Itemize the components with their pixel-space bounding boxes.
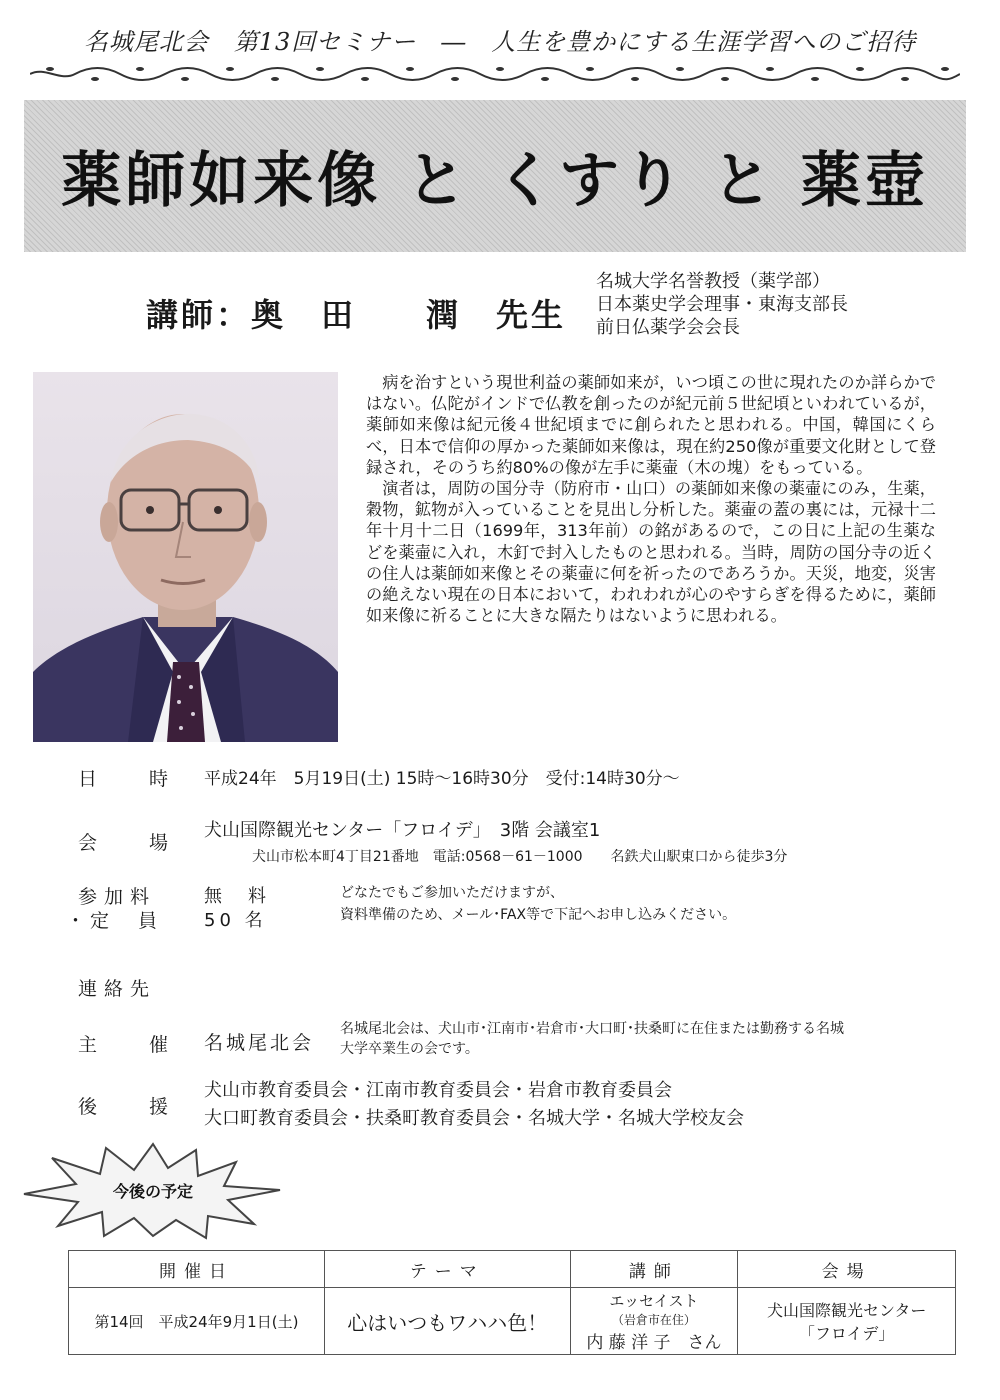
datetime-value: 平成24年 5月19日(土) 15時～16時30分 受付:14時30分～ [204,769,680,789]
lecturer-name: 講師：奥 田 潤 先生 [146,296,567,334]
organizer-note-line: 大学卒業生の会です。 [340,1041,479,1057]
cell-date: 第14回 平成24年9月1日(土) [69,1288,325,1355]
capacity-label: ・定 員 [66,910,163,932]
lecture-description [366,372,936,626]
column-header-theme: テーマ [324,1251,570,1288]
capacity-value: 50 名 [204,910,267,931]
portrait-illustration [33,372,338,742]
affiliation-line: 日本薬史学会理事・東海支部長 [596,294,848,315]
upcoming-badge [18,1140,288,1240]
fee-note-line: 資料準備のため、メール･FAX等で下記へお申し込みください。 [340,907,737,923]
datetime-label: 日 時 [78,768,170,790]
fee-note-line: どなたでもご参加いただけますが、 [340,885,564,901]
upcoming-schedule-table [68,1250,956,1355]
support-line: 大口町教育委員会・扶桑町教育委員会・名城大学・名城大学校友会 [204,1108,744,1129]
venue-address: 犬山市松本町4丁目21番地 電話:0568－61－1000 名鉄犬山駅東口から徒歩3分 [252,849,788,865]
column-header-date: 開催日 [69,1251,325,1288]
cell-theme: 心はいつもワハハ色！ [324,1288,570,1355]
vine-divider [30,62,960,86]
description-paragraph: 病を治すという現世利益の薬師如来が，いつ頃この世に現れたのか詳らかではない。仏陀がインドで仏教を創ったのが紀元前５世紀頃といわれているが，薬師如来像は紀元後４世紀頃までに創られたと思われる。中国，韓国にくらべ，日本で信仰の厚かった薬師如来像は，現在約250像が重要文化財として登録され，そのうち約80%の像が左手に薬壷（木の塊）をもっている。 [366,373,936,477]
contact-label: 連絡先 [78,978,157,1000]
description-paragraph: 演者は，周防の国分寺（防府市・山口）の薬師如来像の薬壷にのみ，生薬，穀物，鉱物が入っていることを見出し分析した。薬壷の蓋の裏には，元禄十二年十月十二日（1699年，313年前）の銘があるので，この日に上記の生薬などを薬壷に入れ，木釘で封入したものと思われる。当時，周防の国分寺の近くの住人は薬師如来像とその薬壷に何を祈ったのであろうか。天災，地変，災害の絶えない現在の日本において，われわれが心のやすらぎを得るために，薬師如来像に祈ることに大きな隔たりはないように思われる。 [366,479,936,626]
fee-label: 参加料 [78,886,157,908]
organizer-label: 主 催 [78,1034,170,1056]
main-title: 薬師如来像 と くすり と 薬壺 [61,146,929,216]
column-header-venue: 会場 [738,1251,956,1288]
column-header-lecturer: 講師 [570,1251,738,1288]
support-line: 犬山市教育委員会・江南市教育委員会・岩倉市教育委員会 [204,1080,672,1101]
lecturer-affiliations [596,270,848,339]
venue-label: 会 場 [78,832,170,854]
title-band [24,100,966,252]
cell-lecturer: エッセイスト （岩倉市在住） 内 藤 洋 子 さん [570,1288,738,1355]
cell-venue: 犬山国際観光センター 「フロイデ」 [738,1288,956,1355]
fee-value: 無 料 [204,886,270,907]
venue-name: 犬山国際観光センター「フロイデ」 3階 会議室1 [204,820,601,841]
table-header-row [69,1251,956,1288]
upcoming-badge-label: 今後の予定 [112,1182,194,1201]
support-label: 後 援 [78,1096,170,1118]
table-row [69,1288,956,1355]
affiliation-line: 前日仏薬学会会長 [596,317,740,338]
organizer-value: 名城尾北会 [204,1032,315,1054]
organizer-note-line: 名城尾北会は、犬山市･江南市･岩倉市･大口町･扶桑町に在住または勤務する名城 [340,1021,844,1037]
lecturer-portrait [33,372,338,742]
affiliation-line: 名城大学名誉教授（薬学部） [596,271,830,292]
seminar-header: 名城尾北会 第13回セミナー ― 人生を豊かにする生涯学習へのご招待 [83,28,917,56]
